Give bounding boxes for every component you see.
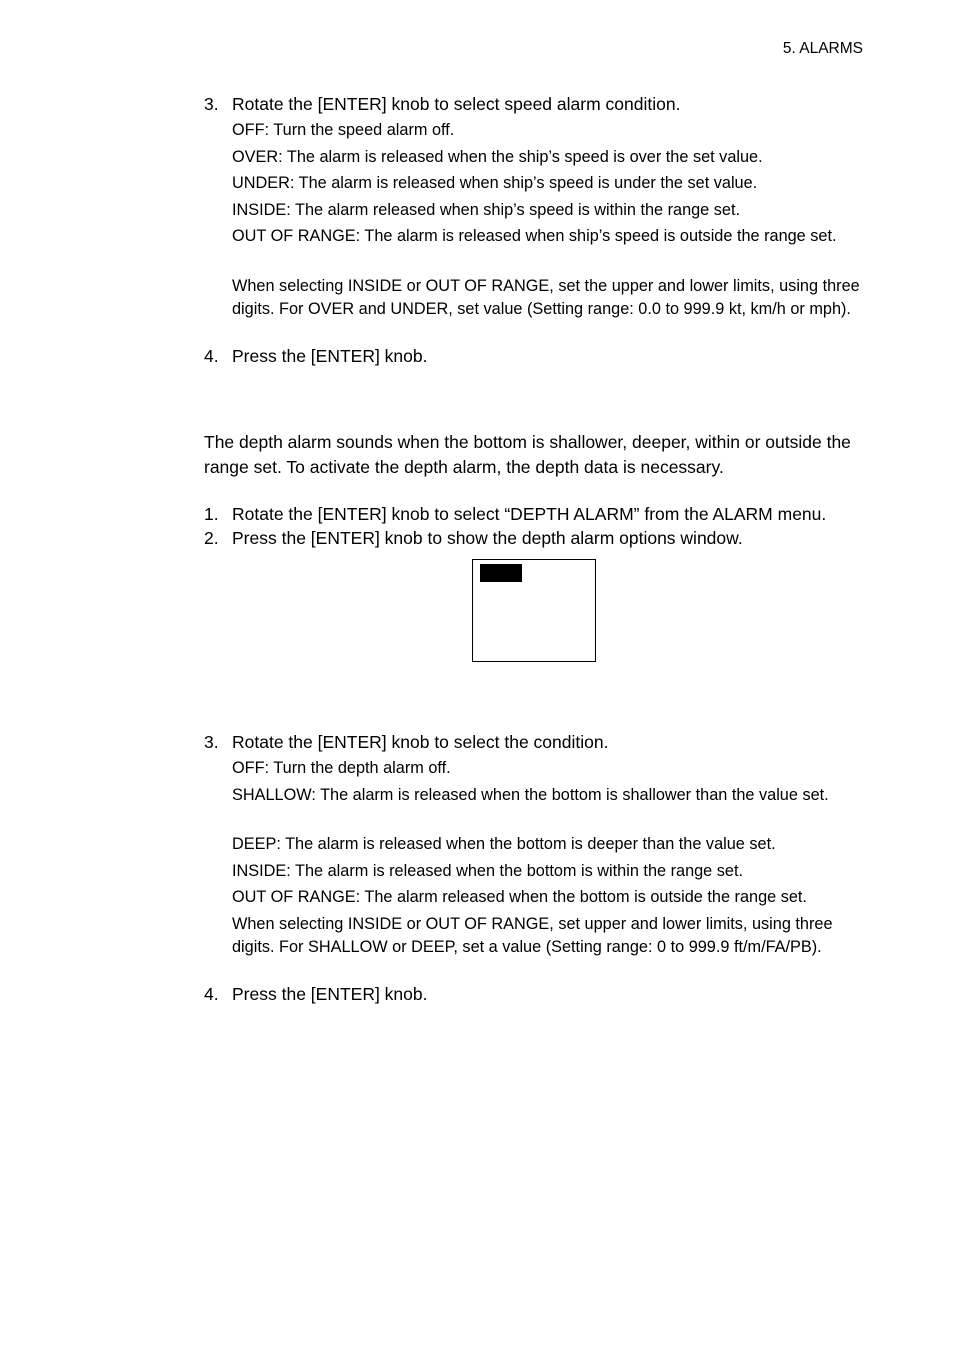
depth-option-deep: DEEP: The alarm is released when the bottom is deeper than the value set.	[232, 835, 776, 853]
step-text: Press the [ENTER] knob.	[232, 346, 428, 366]
selected-option-highlight	[480, 564, 522, 582]
speed-option-over: OVER: The alarm is released when the ship’s speed is over the set value.	[232, 148, 763, 166]
depth-alarm-options-window	[472, 559, 596, 662]
speed-option-inside: INSIDE: The alarm released when ship’s speed is within the range set.	[232, 201, 741, 219]
step-number: 4.	[204, 984, 219, 1004]
step-number: 2.	[204, 528, 219, 548]
step-text: Rotate the [ENTER] knob to select speed alarm condition.	[232, 94, 681, 114]
depth-alarm-intro: The depth alarm sounds when the bottom is shallower, deeper, within or outside the range set. To activate the depth alarm, the depth data is necessary.	[204, 432, 851, 477]
step-text: Press the [ENTER] knob to show the depth alarm options window.	[232, 528, 743, 548]
step-number: 3.	[204, 732, 219, 752]
step-text: Rotate the [ENTER] knob to select “DEPTH ALARM” from the ALARM menu.	[232, 504, 827, 524]
depth-option-off: OFF: Turn the depth alarm off.	[232, 759, 451, 777]
depth-option-out-of-range: OUT OF RANGE: The alarm released when the bottom is outside the range set.	[232, 888, 807, 906]
depth-option-inside: INSIDE: The alarm is released when the bottom is within the range set.	[232, 862, 743, 880]
chapter-header: 5. ALARMS	[782, 40, 863, 57]
speed-option-under: UNDER: The alarm is released when ship’s speed is under the set value.	[232, 174, 758, 192]
step-number: 1.	[204, 504, 219, 524]
depth-setting-note: When selecting INSIDE or OUT OF RANGE, set upper and lower limits, using three digits. For SHALLOW or DEEP, set a value (Setting range: 0 to 999.9 ft/m/FA/PB).	[232, 915, 833, 956]
step-text: Rotate the [ENTER] knob to select the condition.	[232, 732, 609, 752]
depth-option-shallow: SHALLOW: The alarm is released when the bottom is shallower than the value set.	[232, 786, 829, 804]
speed-option-out-of-range: OUT OF RANGE: The alarm is released when ship’s speed is outside the range set.	[232, 227, 837, 245]
speed-setting-note: When selecting INSIDE or OUT OF RANGE, set the upper and lower limits, using three digits. For OVER and UNDER, set value (Setting range: 0.0 to 999.9 kt, km/h or mph).	[232, 277, 860, 318]
speed-option-off: OFF: Turn the speed alarm off.	[232, 121, 455, 139]
step-number: 4.	[204, 346, 219, 366]
step-text: Press the [ENTER] knob.	[232, 984, 428, 1004]
step-number: 3.	[204, 94, 219, 114]
